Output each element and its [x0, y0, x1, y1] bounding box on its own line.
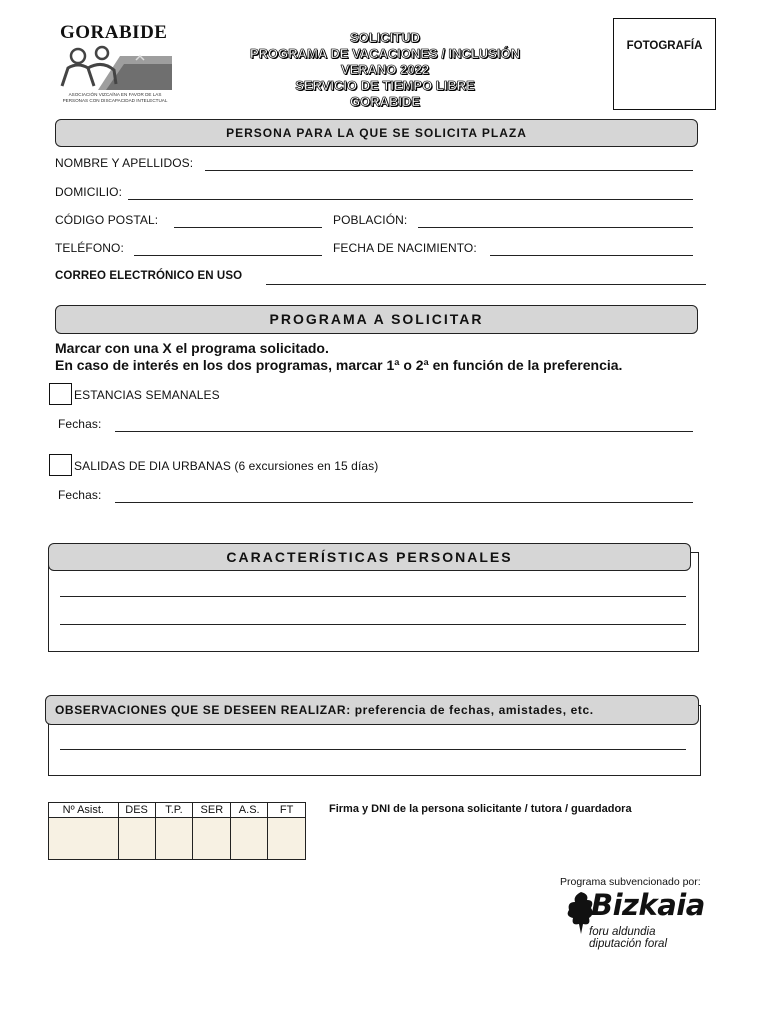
weekly-dates-label: Fechas: — [58, 417, 102, 431]
birth-label: FECHA DE NACIMIENTO: — [333, 241, 477, 255]
weekly-dates-field[interactable] — [115, 431, 693, 432]
title-line-1: SOLICITUD — [349, 30, 421, 45]
bizkaia-brand: Bizkaia — [591, 888, 705, 922]
program-instruction-2: En caso de interés en los dos programas, marcar 1ª o 2ª en función de la preferencia. — [55, 357, 623, 373]
subsidy-label: Programa subvencionado por: — [560, 876, 701, 888]
cell-tp[interactable] — [155, 818, 193, 860]
section-program-heading: PROGRAMA A SOLICITAR — [55, 305, 698, 334]
bizkaia-line-2: diputación foral — [589, 938, 667, 950]
office-use-table — [48, 802, 306, 860]
notes-heading-bold: OBSERVACIONES QUE SE DESEEN REALIZAR: — [55, 703, 351, 717]
email-field[interactable] — [266, 284, 706, 285]
address-field[interactable] — [128, 199, 693, 200]
traits-line-2[interactable] — [60, 624, 686, 625]
notes-line-1[interactable] — [60, 749, 686, 750]
weekly-stays-label: ESTANCIAS SEMANALES — [74, 388, 220, 402]
section-traits-heading: CARACTERÍSTICAS PERSONALES — [48, 543, 691, 571]
urban-trips-checkbox[interactable] — [49, 454, 72, 476]
col-num-asist: Nº Asist. — [49, 803, 119, 818]
col-des: DES — [118, 803, 155, 818]
bizkaia-logo — [565, 888, 720, 958]
gorabide-logo — [56, 22, 174, 112]
section-notes-heading — [45, 695, 699, 725]
phone-field[interactable] — [134, 255, 322, 256]
traits-line-1[interactable] — [60, 596, 686, 597]
email-label: CORREO ELECTRÓNICO EN USO — [55, 270, 243, 282]
address-label: DOMICILIO: — [55, 185, 123, 199]
title-line-4: SERVICIO DE TIEMPO LIBRE — [295, 78, 475, 93]
col-as: A.S. — [231, 803, 268, 818]
program-instruction-1: Marcar con una X el programa solicitado. — [55, 340, 329, 356]
logo-graphic — [58, 44, 172, 90]
col-tp: T.P. — [155, 803, 193, 818]
photo-box[interactable] — [613, 18, 716, 110]
title-line-3: VERANO 2022 — [340, 62, 430, 77]
cell-as[interactable] — [231, 818, 268, 860]
postal-field[interactable] — [174, 227, 322, 228]
logo-subtext: ASOCIACIÓN VIZCAÍNA EN FAVOR DE LAS PERSONAS CON DISCAPACIDAD INTELECTUAL — [62, 92, 168, 103]
town-field[interactable] — [418, 227, 693, 228]
bizkaia-line-1: foru aldundia — [589, 926, 656, 938]
weekly-stays-checkbox[interactable] — [49, 383, 72, 405]
name-field[interactable] — [205, 170, 693, 171]
name-label: NOMBRE Y APELLIDOS: — [55, 156, 194, 170]
form-title — [220, 30, 550, 110]
town-label: POBLACIÓN: — [333, 213, 408, 227]
urban-dates-label: Fechas: — [58, 488, 102, 502]
cell-ft[interactable] — [268, 818, 306, 860]
postal-label: CÓDIGO POSTAL: — [55, 213, 159, 227]
photo-label: FOTOGRAFÍA — [626, 40, 703, 52]
signature-label: Firma y DNI de la persona solicitante / tutora / guardadora — [329, 803, 632, 815]
cell-num-asist[interactable] — [49, 818, 119, 860]
notes-heading-rest: preferencia de fechas, amistades, etc. — [350, 703, 594, 717]
col-ser: SER — [193, 803, 231, 818]
cell-des[interactable] — [118, 818, 155, 860]
birth-field[interactable] — [490, 255, 693, 256]
title-line-5: GORABIDE — [349, 94, 421, 109]
phone-label: TELÉFONO: — [55, 241, 124, 255]
logo-name: GORABIDE — [60, 22, 168, 43]
cell-ser[interactable] — [193, 818, 231, 860]
urban-trips-label: SALIDAS DE DIA URBANAS (6 excursiones en 15 días) — [74, 459, 379, 473]
urban-dates-field[interactable] — [115, 502, 693, 503]
col-ft: FT — [268, 803, 306, 818]
section-person-heading: PERSONA PARA LA QUE SE SOLICITA PLAZA — [55, 119, 698, 147]
title-line-2: PROGRAMA DE VACACIONES / INCLUSIÓN — [249, 46, 521, 61]
